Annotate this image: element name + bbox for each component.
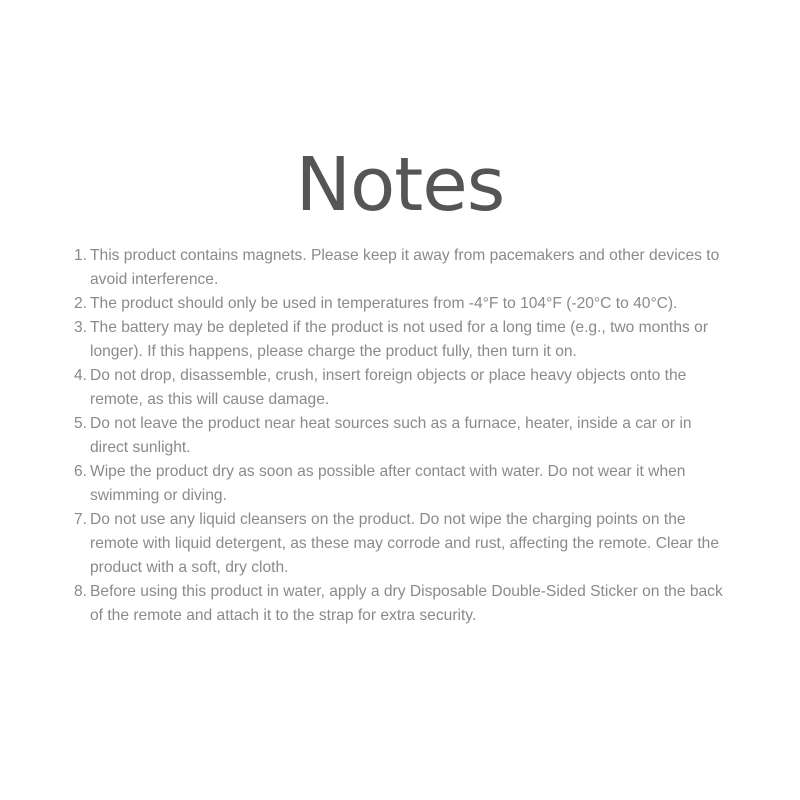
note-number: 6. (74, 463, 88, 480)
note-item (74, 292, 734, 316)
note-text: Wipe the product dry as soon as possible after contact with water. Do not wear it when swimming or diving. (90, 463, 686, 504)
note-number: 2. (74, 295, 88, 312)
note-text: The battery may be depleted if the product is not used for a long time (e.g., two months or longer). If this happens, please charge the product fully, then turn it on. (90, 319, 709, 360)
note-item (74, 412, 734, 460)
note-item (74, 460, 734, 508)
note-text: Do not drop, disassemble, crush, insert foreign objects or place heavy objects onto the remote, as this will cause damage. (90, 367, 687, 408)
note-text: Before using this product in water, apply a dry Disposable Double-Sided Sticker on the back of the remote and attach it to the strap for extra security. (90, 583, 723, 624)
note-text: Do not use any liquid cleansers on the product. Do not wipe the charging points on the remote with liquid detergent, as these may corrode and rust, affecting the remote. Clear the product with a soft, dry cloth. (90, 511, 719, 576)
note-text: This product contains magnets. Please keep it away from pacemakers and other devices to avoid interference. (90, 247, 720, 288)
note-number: 7. (74, 511, 88, 528)
note-item (74, 316, 734, 364)
notes-list (74, 244, 734, 628)
note-item (74, 244, 734, 292)
note-number: 5. (74, 415, 88, 432)
note-text: The product should only be used in temperatures from -4°F to 104°F (-20°C to 40°C). (90, 295, 678, 312)
page-title: Notes (295, 142, 505, 228)
note-number: 8. (74, 583, 88, 600)
note-text: Do not leave the product near heat sources such as a furnace, heater, inside a car or in direct sunlight. (90, 415, 692, 456)
note-number: 3. (74, 319, 88, 336)
note-item (74, 580, 734, 628)
note-number: 1. (74, 247, 88, 264)
note-number: 4. (74, 367, 88, 384)
note-item (74, 364, 734, 412)
note-item (74, 508, 734, 580)
